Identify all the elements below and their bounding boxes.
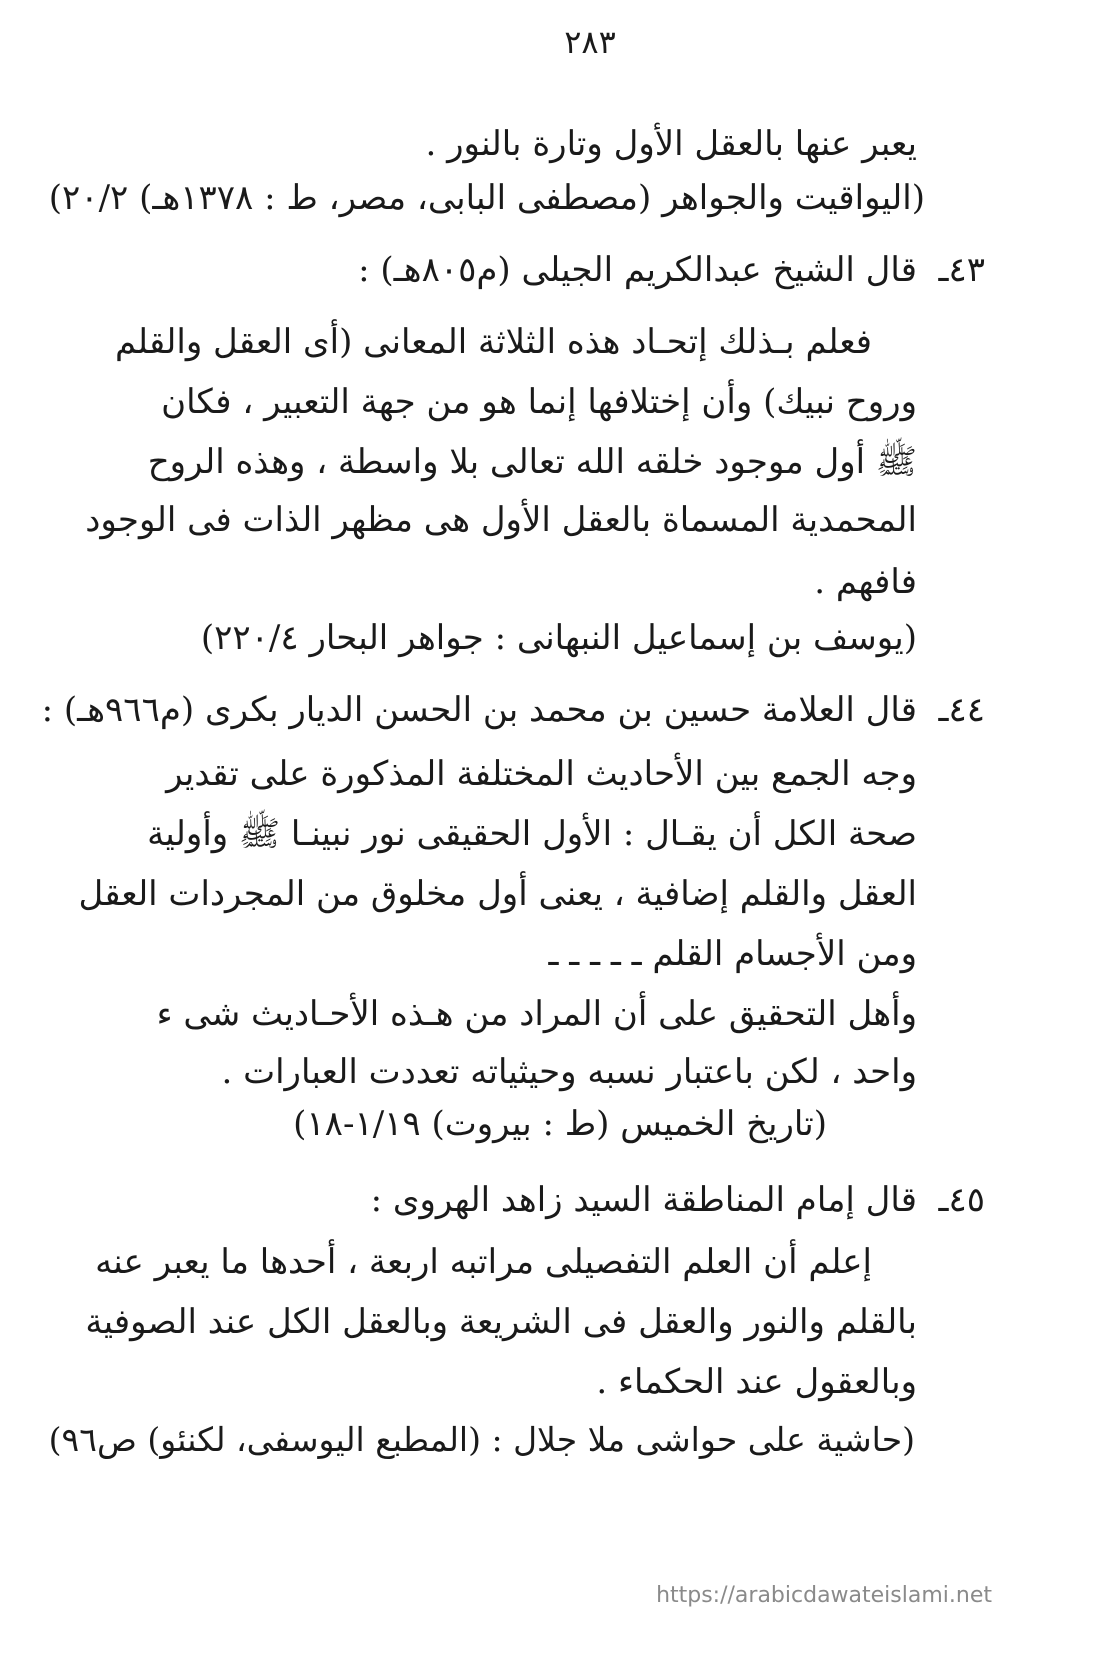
quote-reference-43: (يوسف بن إسماعيل النبهانى : جواهر البحار ٢٢٠/٤) xyxy=(200,618,917,658)
quote-reference-45: (حاشية على حواشى ملا جلال : (المطبع اليوسفى، لكنئو) ص٩٦) xyxy=(48,1420,915,1459)
quote-number-43: ٤٣ـ xyxy=(938,250,985,290)
quote-number-44: ٤٤ـ xyxy=(938,690,985,730)
quote-line-44-2: صحة الكل أن يقـال : الأول الحقيقى نور نبينـا ﷺ وأولية xyxy=(147,814,917,854)
quote-line-44-5: وأهل التحقيق على أن المراد من هـذه الأحـاديث شى ء xyxy=(156,994,917,1034)
quote-line-43-1: فعلم بـذلك إتحـاد هذه الثلاثة المعانى (أى العقل والقلم xyxy=(114,322,872,362)
watermark-url: https://arabicdawateislami.net xyxy=(656,1583,992,1608)
quote-line-45-3: وبالعقول عند الحكماء . xyxy=(596,1362,917,1402)
quote-heading-43: قال الشيخ عبدالكريم الجيلى (م٨٠٥هـ) : xyxy=(358,250,917,290)
quote-line-43-3: ﷺ أول موجود خلقه الله تعالى بلا واسطة ، وهذه الروح xyxy=(147,442,917,482)
intro-line: يعبر عنها بالعقل الأول وتارة بالنور . xyxy=(425,124,917,164)
quote-line-43-4: المحمدية المسماة بالعقل الأول هى مظهر الذات فى الوجود xyxy=(85,500,917,540)
quote-line-43-2: وروح نبيك) وأن إختلافها إنما هو من جهة التعبير ، فكان xyxy=(161,382,917,422)
quote-reference-44: (تاريخ الخميس (ط : بيروت) ١/١٩-١٨) xyxy=(293,1104,827,1144)
quote-heading-45: قال إمام المناطقة السيد زاهد الهروى : xyxy=(370,1180,917,1220)
quote-line-43-5: فافهم . xyxy=(814,562,917,602)
quote-heading-44: قال العلامة حسين بن محمد بن الحسن الديار بكرى (م٩٦٦هـ) : xyxy=(41,690,917,730)
page-number: ٢٨٣ xyxy=(564,23,616,61)
quote-line-44-6: واحد ، لكن باعتبار نسبه وحيثياته تعددت العبارات . xyxy=(221,1052,917,1092)
quote-line-45-2: بالقلم والنور والعقل فى الشريعة وبالعقل الكل عند الصوفية xyxy=(85,1302,917,1342)
quote-line-44-4: ومن الأجسام القلم ـ ـ ـ ـ ـ xyxy=(548,934,917,974)
quote-line-44-1: وجه الجمع بين الأحاديث المختلفة المذكورة على تقدير xyxy=(166,754,917,794)
quote-line-44-3: العقل والقلم إضافية ، يعنى أول مخلوق من المجردات العقل xyxy=(78,874,917,914)
quote-number-45: ٤٥ـ xyxy=(938,1180,985,1220)
intro-reference: (اليواقيت والجواهر (مصطفى البابى، مصر، ط : ١٣٧٨هـ) ٢٠/٢) xyxy=(48,178,925,218)
quote-line-45-1: إعلم أن العلم التفصيلى مراتبه اربعة ، أحدها ما يعبر عنه xyxy=(95,1242,872,1282)
